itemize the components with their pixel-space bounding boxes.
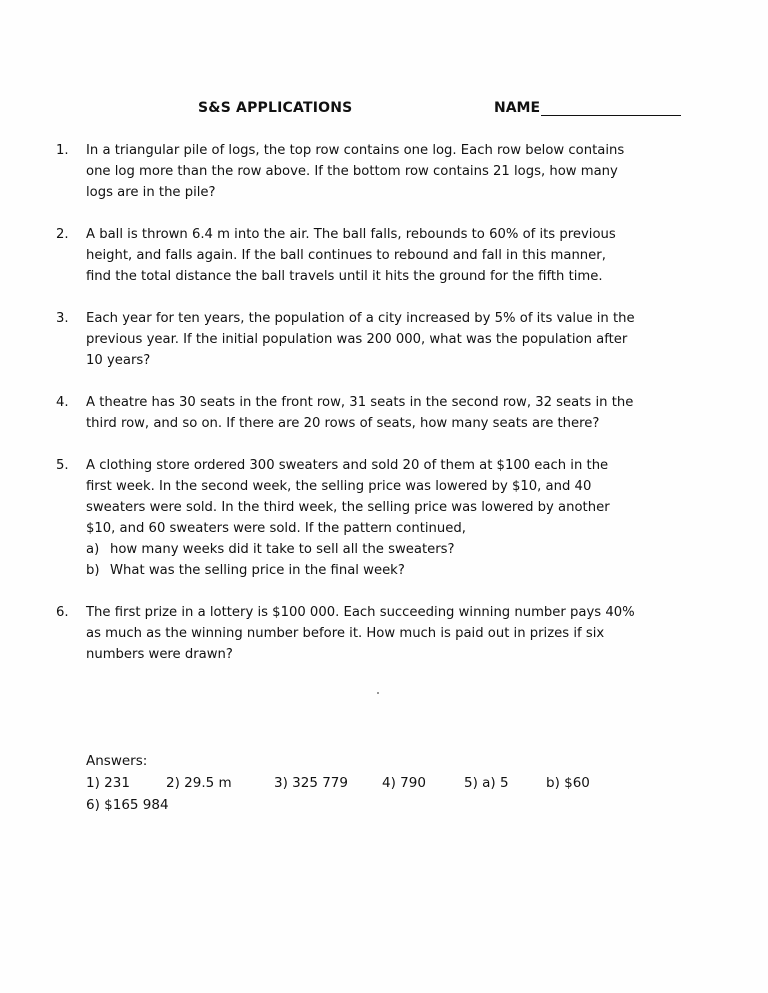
problem-line: A clothing store ordered 300 sweaters and sold 20 of them at $100 each in the [86,458,609,473]
name-field [494,100,681,116]
problem-1 [56,140,696,203]
answer-5b: b) $60 [546,775,590,791]
problem-line: logs are in the pile? [86,185,216,200]
problem-number: 2. [56,227,69,242]
problem-line: The first prize in a lottery is $100 000. Each succeeding winning number pays 40% [86,605,635,620]
problem-text [86,308,696,371]
problem-line: as much as the winning number before it. How much is paid out in prizes if six [86,626,605,641]
answer-6: 6) $165 984 [86,797,169,813]
answers-heading: Answers: [86,753,148,769]
subpart-b [86,560,696,581]
problem-line: A ball is thrown 6.4 m into the air. The ball falls, rebounds to 60% of its previous [86,227,616,242]
problem-5 [56,455,696,581]
problem-line: Each year for ten years, the population of a city increased by 5% of its value in the [86,311,635,326]
problem-number: 5. [56,458,69,473]
subpart-text: What was the selling price in the final week? [110,563,405,578]
subpart-text: how many weeks did it take to sell all the sweaters? [110,542,455,557]
answers-section [86,750,626,816]
answer-3: 3) 325 779 [274,775,348,791]
problem-2 [56,224,696,287]
problem-line: A theatre has 30 seats in the front row, 31 seats in the second row, 32 seats in the [86,395,634,410]
problem-text [86,455,696,581]
problem-number: 1. [56,143,69,158]
problem-text [86,392,696,434]
problem-line: first week. In the second week, the selling price was lowered by $10, and 40 [86,479,592,494]
problem-6 [56,602,696,665]
page-title: S&S APPLICATIONS [198,100,353,116]
speck [377,692,379,694]
problem-line: height, and falls again. If the ball continues to rebound and fall in this manner, [86,248,606,263]
problem-number: 3. [56,311,69,326]
problem-line: $10, and 60 sweaters were sold. If the pattern continued, [86,521,466,536]
problem-line: 10 years? [86,353,151,368]
problem-text [86,140,696,203]
problem-list [56,140,696,665]
problem-line: find the total distance the ball travels until it hits the ground for the fifth time. [86,269,603,284]
answers-row-1 [86,772,626,794]
answer-5a: 5) a) 5 [464,775,509,791]
problem-3 [56,308,696,371]
answers-row-2 [86,794,626,816]
problem-text [86,602,696,665]
subpart-label: a) [86,542,100,557]
problem-line: one log more than the row above. If the bottom row contains 21 logs, how many [86,164,618,179]
problem-line: sweaters were sold. In the third week, the selling price was lowered by another [86,500,610,515]
answer-2: 2) 29.5 m [166,775,232,791]
problem-4 [56,392,696,434]
problem-number: 4. [56,395,69,410]
problem-line: In a triangular pile of logs, the top row contains one log. Each row below contains [86,143,625,158]
problem-line: third row, and so on. If there are 20 rows of seats, how many seats are there? [86,416,600,431]
subpart-a [86,539,696,560]
problem-number: 6. [56,605,69,620]
subpart-label: b) [86,563,100,578]
name-label: NAME [494,100,541,116]
problem-line: numbers were drawn? [86,647,233,662]
name-blank-line [541,101,681,116]
problem-line: previous year. If the initial population was 200 000, what was the population after [86,332,628,347]
answer-1: 1) 231 [86,775,130,791]
answer-4: 4) 790 [382,775,426,791]
problem-text [86,224,696,287]
